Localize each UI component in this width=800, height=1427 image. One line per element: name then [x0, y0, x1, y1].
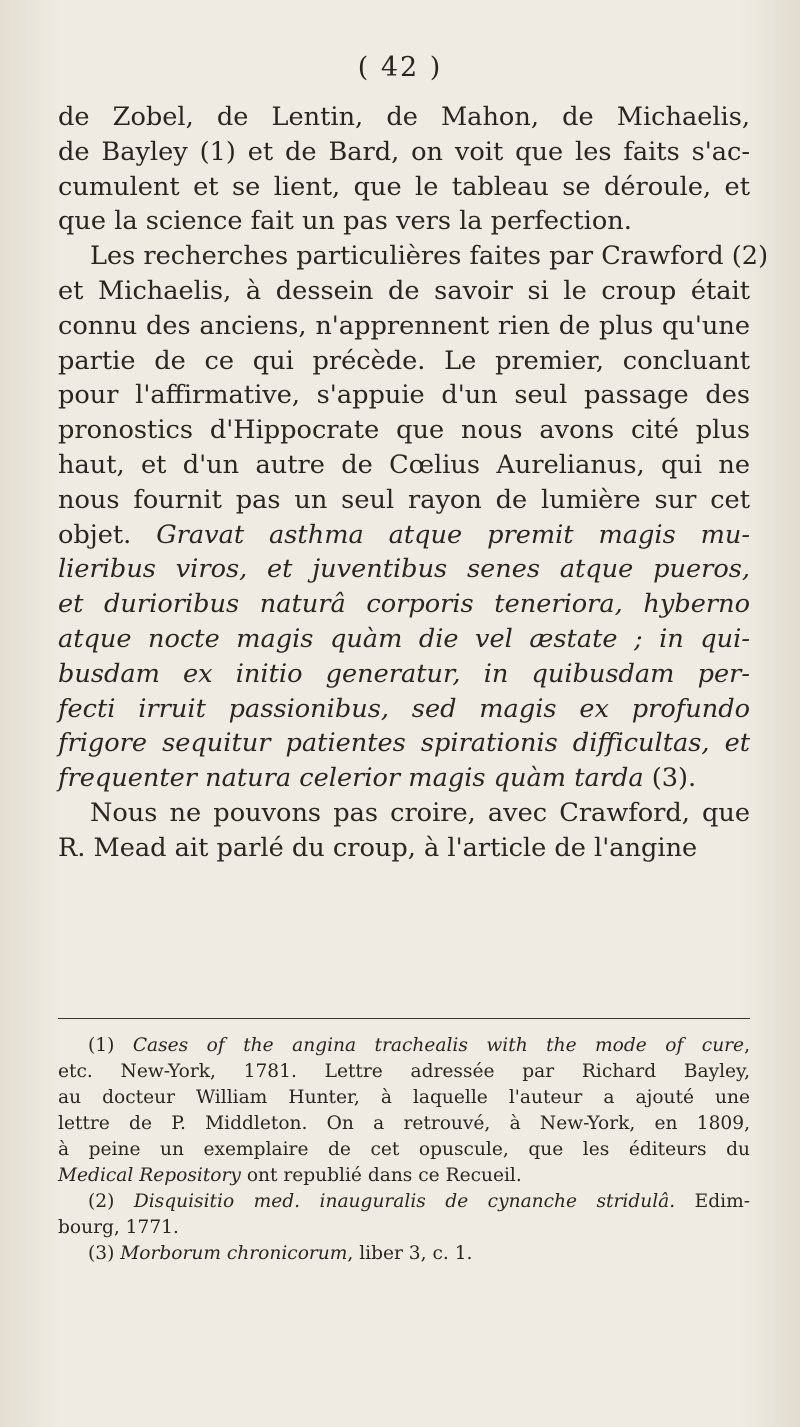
footnote-1: (1) Cases of the angina trachealis with the mode of cure,	[88, 1035, 750, 1056]
latin-quote-start: Gravat asthma atque premit magis mu-	[156, 519, 750, 550]
footnote-line: etc. New-York, 1781. Lettre adressée par Richard Bayley,	[58, 1061, 750, 1082]
footnote-text: ont republié dans ce Recueil.	[240, 1165, 522, 1186]
footnote-line: bourg, 1771.	[58, 1217, 179, 1238]
footnote-text: Edim-	[675, 1191, 751, 1212]
footnote-title: Cases of the angina trachealis with the mode of cure	[132, 1035, 745, 1056]
text-line: Nous ne pouvons pas croire, avec Crawford, que	[90, 797, 750, 828]
latin-line-final	[58, 761, 750, 796]
latin-line: busdam ex initio generatur, in quibusdam per-	[58, 658, 750, 689]
footnote-ref: (3).	[643, 763, 697, 794]
footnote-line: à peine un exemplaire de cet opuscule, que les éditeurs du	[58, 1139, 750, 1160]
text-line: connu des anciens, n'apprennent rien de plus qu'une	[58, 310, 750, 341]
text-line: que la science fait un pas vers la perfection.	[58, 206, 632, 237]
latin-quote-end: frequenter natura celerior magis quàm tarda	[58, 763, 644, 794]
text-line: et Michaelis, à dessein de savoir si le croup était	[58, 275, 750, 306]
footnote-line: lettre de P. Middleton. On a retrouvé, à New-York, en 1809,	[58, 1113, 750, 1134]
footnote-mark: (3)	[88, 1243, 115, 1264]
footnote-line: au docteur William Hunter, à laquelle l'auteur a ajouté une	[58, 1087, 750, 1108]
footnote-line	[58, 1163, 750, 1189]
page-number: ( 42 )	[357, 52, 443, 83]
latin-line: fecti irruit passionibus, sed magis ex profundo	[58, 693, 750, 724]
text-fragment: objet.	[58, 519, 132, 550]
latin-line: et durioribus naturâ corporis teneriora, hyberno	[58, 589, 750, 620]
text-line: de Bayley (1) et de Bard, on voit que les faits s'ac-	[58, 136, 750, 167]
text-line: partie de ce qui précède. Le premier, concluant	[58, 345, 750, 376]
text-line: pour l'affirmative, s'appuie d'un seul passage des	[58, 380, 750, 411]
footnote-text: , liber 3, c. 1.	[347, 1243, 473, 1264]
text-line: nous fournit pas un seul rayon de lumière sur cet	[58, 484, 750, 515]
latin-line: lieribus viros, et juventibus senes atque pueros,	[58, 554, 750, 585]
footnotes	[58, 1033, 750, 1267]
text-line: pronostics d'Hippocrate que nous avons cité plus	[58, 415, 750, 446]
text-line: cumulent et se lient, que le tableau se déroule, et	[58, 171, 750, 202]
text-line: R. Mead ait parlé du croup, à l'article de l'angine	[58, 832, 698, 863]
text-line: haut, et d'un autre de Cœlius Aurelianus, qui ne	[58, 449, 750, 480]
footnote-2	[58, 1189, 750, 1215]
text-line: Les recherches particulières faites par Crawford (2)	[90, 241, 769, 272]
footnote-3	[58, 1241, 750, 1267]
footnote-divider	[58, 1018, 750, 1019]
text-line	[58, 518, 750, 553]
journal-title: Medical Repository	[58, 1165, 241, 1186]
footnote-mark: (1)	[88, 1035, 115, 1056]
latin-line: frigore sequitur patientes spirationis difficultas, et	[58, 728, 750, 759]
footnote-title: Morborum chronicorum	[120, 1243, 348, 1264]
footnote-mark: (2)	[88, 1191, 115, 1212]
main-text	[58, 100, 769, 866]
latin-line: atque nocte magis quàm die vel æstate ; in qui-	[58, 623, 750, 654]
footnote-title: Disquisitio med. inauguralis de cynanche stridulâ.	[133, 1191, 676, 1212]
text-line: de Zobel, de Lentin, de Mahon, de Michaelis,	[58, 102, 750, 132]
